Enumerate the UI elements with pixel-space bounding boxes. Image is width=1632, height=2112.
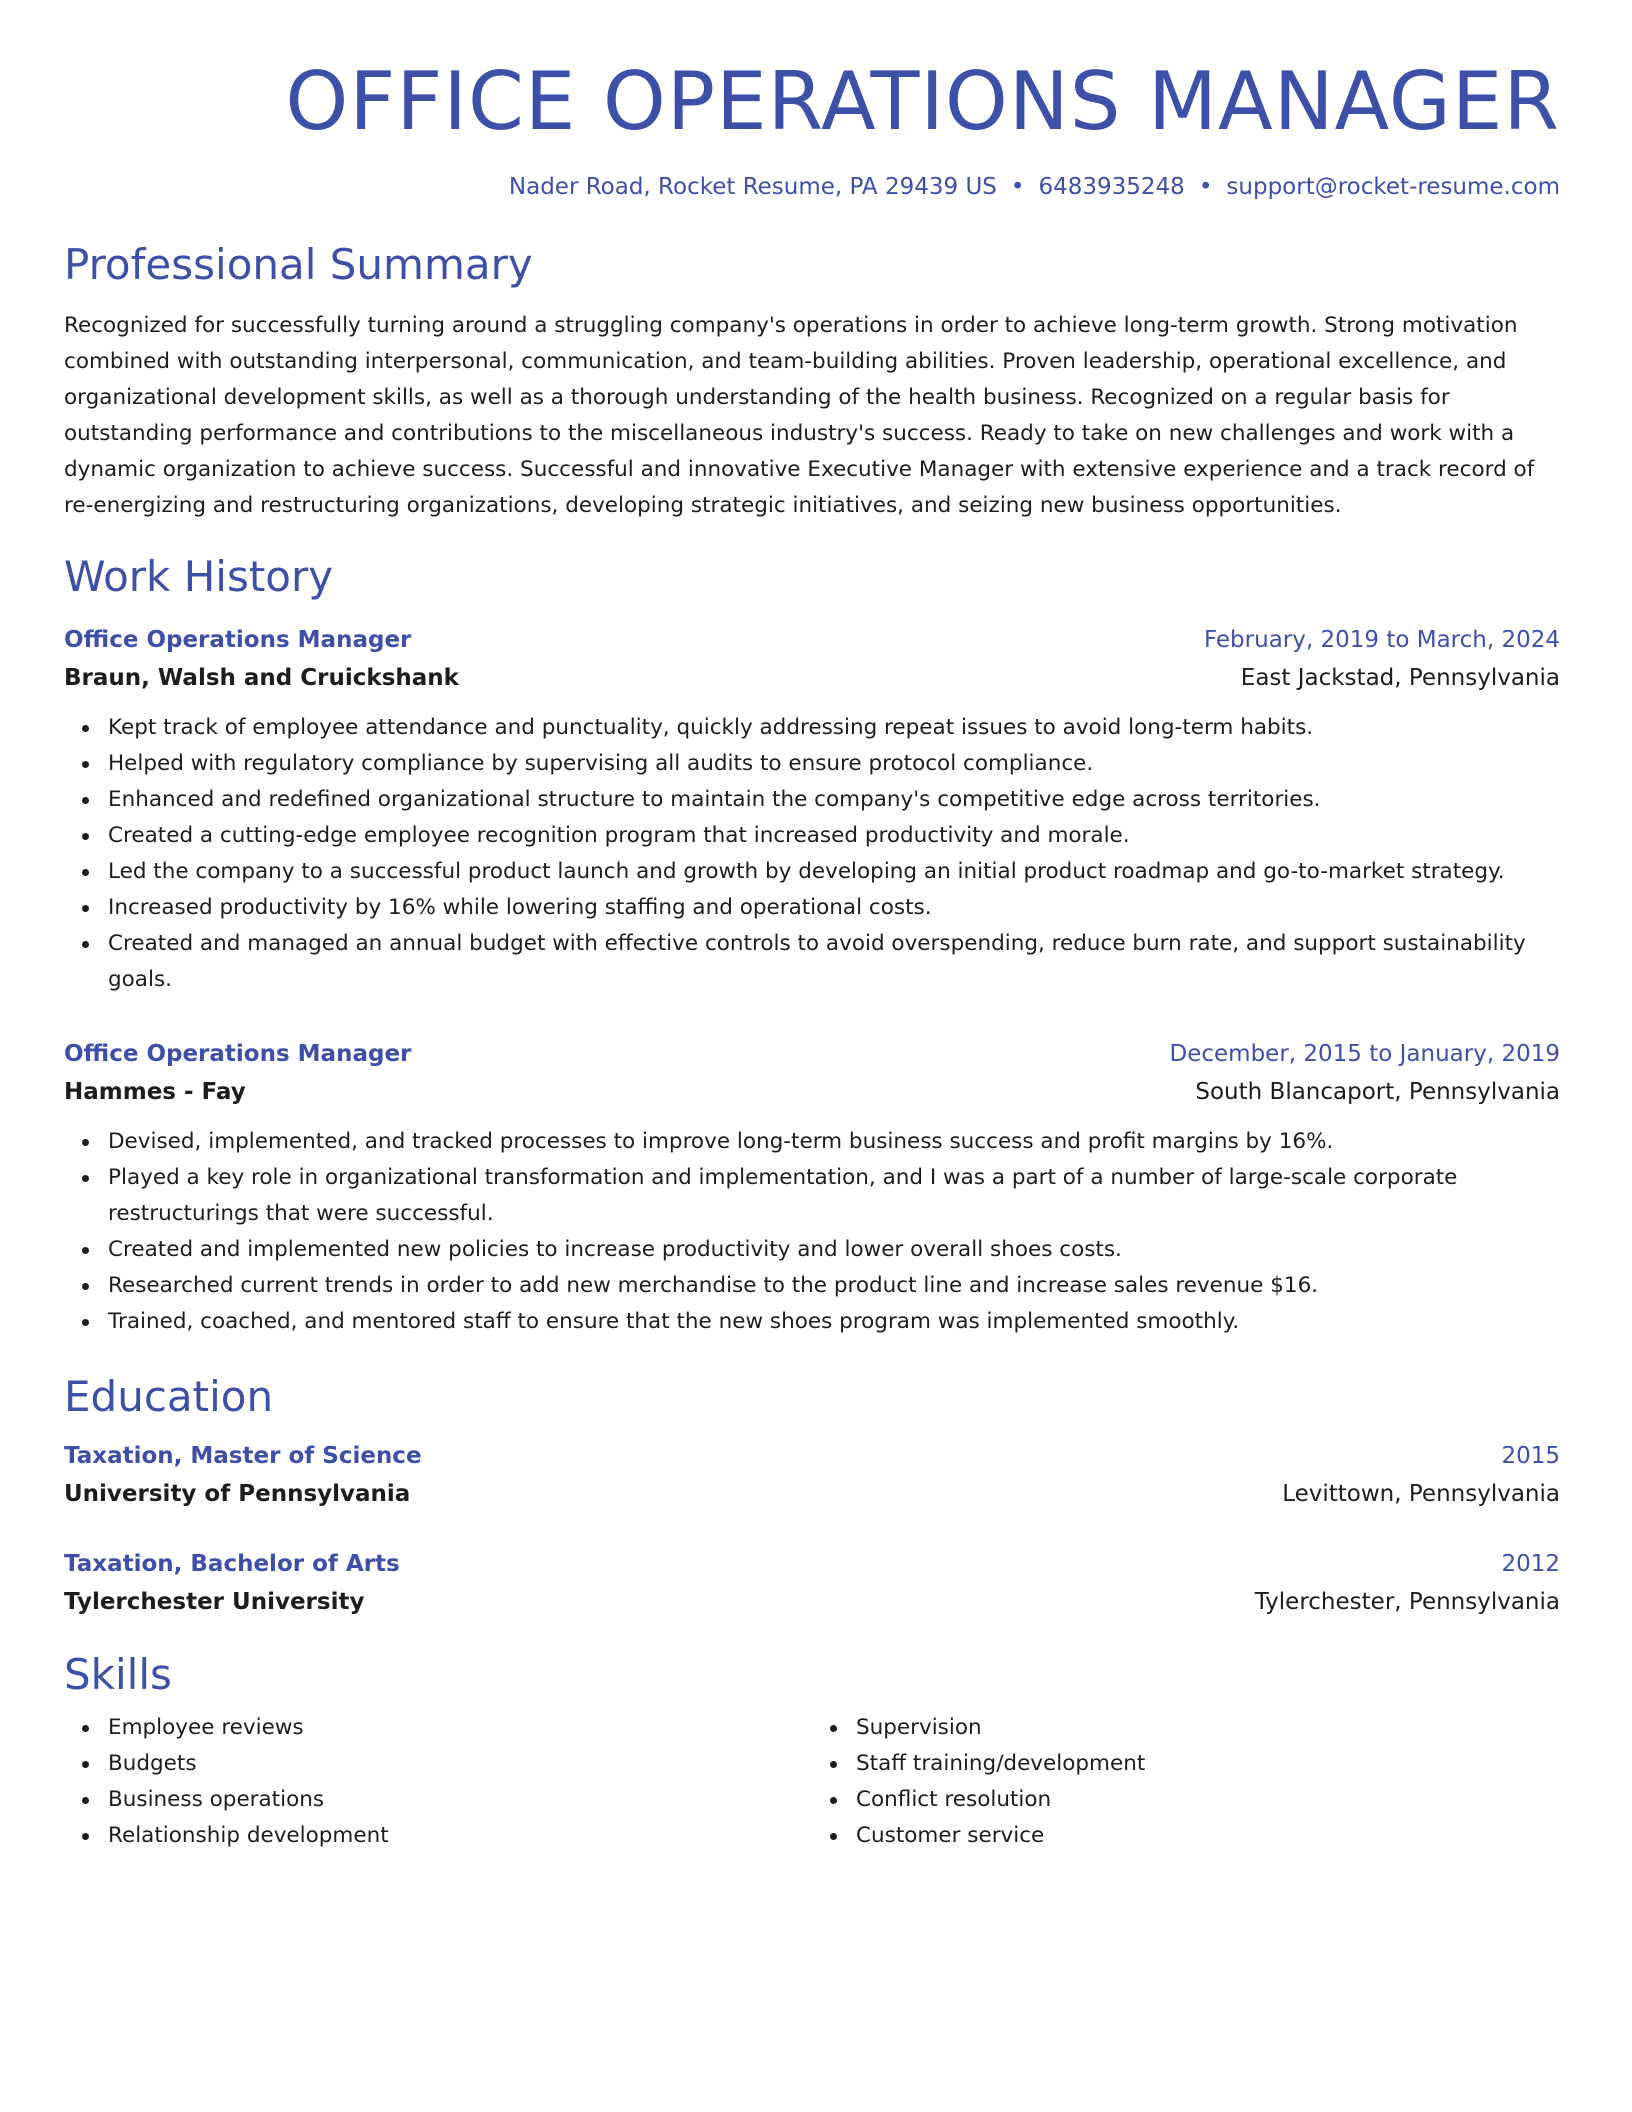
education-year: 2015 [1501,1443,1560,1469]
contact-line [64,172,1560,202]
job-bullet-list [64,1124,1560,1340]
skill-item: Staff training/development [856,1746,1560,1782]
job-bullet: Increased productivity by 16% while lowering staffing and operational costs. [108,890,1560,926]
job-bullet: Helped with regulatory compliance by supervising all audits to ensure protocol compliance. [108,746,1560,782]
education-location: Levittown, Pennsylvania [1282,1481,1560,1507]
summary-paragraph: Recognized for successfully turning around a struggling company's operations in order to achieve long-term growth. Strong motivation combined with outstanding interpersonal, communication, and team-building abilities. Proven leadership, operational excellence, and organizational development skills, as well as a thorough understanding of the health business. Recognized on a regular basis for outstanding performance and contributions to the miscellaneous industry's success. Ready to take on new challenges and work with a dynamic organization to achieve success. Successful and innovative Executive Manager with extensive experience and a track record of re-energizing and restructuring organizations, developing strategic initiatives, and seizing new business opportunities. [64,313,1535,518]
job-dates: December, 2015 to January, 2019 [1169,1041,1560,1067]
job-location: East Jackstad, Pennsylvania [1240,665,1560,691]
education-entry [64,1546,1560,1622]
skills-list-left [64,1710,812,1854]
education-degree: Taxation, Bachelor of Arts [64,1551,400,1577]
resume-page [64,0,1560,1854]
job-dates: February, 2019 to March, 2024 [1203,627,1560,653]
job-bullet: Kept track of employee attendance and punctuality, quickly addressing repeat issues to avoid long-term habits. [108,710,1560,746]
skill-item: Budgets [108,1746,812,1782]
resume-name-title: OFFICE OPERATIONS MANAGER [285,55,1560,148]
contact-separator: • [1198,174,1213,200]
job-entry [64,622,1560,998]
contact-address: Nader Road, Rocket Resume, PA 29439 US [508,174,997,200]
job-company: Hammes - Fay [64,1079,246,1105]
section-title-work-history: Work History [64,552,334,601]
education-school: Tylerchester University [64,1589,365,1615]
job-bullet: Led the company to a successful product launch and growth by developing an initial product roadmap and go-to-market strategy. [108,854,1560,890]
job-bullet: Enhanced and redefined organizational structure to maintain the company's competitive edge across territories. [108,782,1560,818]
education-location: Tylerchester, Pennsylvania [1254,1589,1560,1615]
education-entry [64,1438,1560,1514]
job-bullet: Devised, implemented, and tracked processes to improve long-term business success and profit margins by 16%. [108,1124,1560,1160]
job-location: South Blancaport, Pennsylvania [1195,1079,1560,1105]
job-bullet: Created and managed an annual budget with effective controls to avoid overspending, reduce burn rate, and support sustainability goals. [108,926,1560,998]
job-bullet: Created and implemented new policies to increase productivity and lower overall shoes costs. [108,1232,1560,1268]
skill-item: Employee reviews [108,1710,812,1746]
skill-item: Supervision [856,1710,1560,1746]
skill-item: Customer service [856,1818,1560,1854]
job-entry [64,1036,1560,1340]
contact-email: support@rocket-resume.com [1226,174,1560,200]
job-bullet: Created a cutting-edge employee recognition program that increased productivity and morale. [108,818,1560,854]
job-role: Office Operations Manager [64,1041,412,1067]
section-title-education: Education [64,1372,274,1421]
skill-item: Relationship development [108,1818,812,1854]
job-bullet: Played a key role in organizational transformation and implementation, and I was a part of a number of large-scale corporate restructurings that were successful. [108,1160,1560,1232]
job-role: Office Operations Manager [64,627,412,653]
job-bullet-list [64,710,1560,998]
job-bullet: Trained, coached, and mentored staff to ensure that the new shoes program was implemented smoothly. [108,1304,1560,1340]
section-title-skills: Skills [64,1650,172,1699]
contact-separator: • [1010,174,1025,200]
skill-item: Business operations [108,1782,812,1818]
education-year: 2012 [1501,1551,1560,1577]
skill-item: Conflict resolution [856,1782,1560,1818]
job-company: Braun, Walsh and Cruickshank [64,665,459,691]
job-bullet: Researched current trends in order to add new merchandise to the product line and increase sales revenue $16. [108,1268,1560,1304]
education-school: University of Pennsylvania [64,1481,411,1507]
skills-list-right [812,1710,1560,1854]
contact-phone: 6483935248 [1038,174,1185,200]
education-degree: Taxation, Master of Science [64,1443,422,1469]
skills-columns [64,1710,1560,1854]
section-title-summary: Professional Summary [64,240,533,289]
